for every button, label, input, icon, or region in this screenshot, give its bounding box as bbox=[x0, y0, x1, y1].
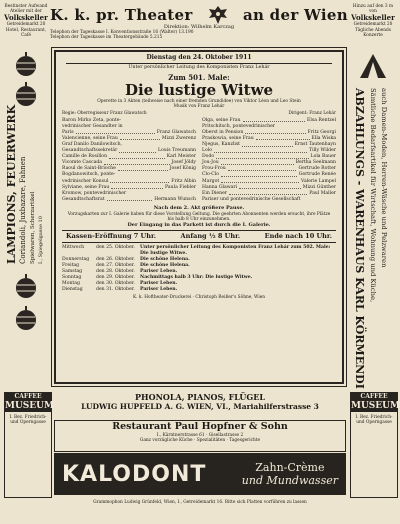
schedule-day: Donnerstag bbox=[62, 257, 90, 263]
schedule-row bbox=[62, 245, 336, 257]
leader-dots bbox=[256, 136, 310, 141]
cast-actor: Fritz Georgi bbox=[307, 129, 336, 135]
right-side-ad bbox=[350, 48, 396, 390]
cast-role: Pariser und pontevedrinische Gesellschaft bbox=[202, 196, 301, 202]
cast-role: Gesandtschaftssekretär bbox=[62, 148, 118, 154]
leader-dots bbox=[111, 185, 163, 190]
date-line: Dienstag den 24. Oktober 1911 bbox=[146, 54, 252, 61]
schedule-date: den 25. Oktober. bbox=[96, 245, 135, 251]
leader-dots bbox=[242, 142, 293, 147]
schedule-day: Samstag bbox=[62, 269, 83, 275]
leader-dots bbox=[216, 154, 308, 159]
cast-role: Jou-Jou bbox=[202, 160, 219, 166]
cast-actor: Mizzi Günther bbox=[302, 184, 336, 190]
leader-dots bbox=[119, 148, 156, 153]
schedule-date: den 31. Oktober. bbox=[96, 287, 135, 293]
schedule-play: Die schöne Helena. bbox=[140, 257, 190, 263]
cast-role: Praskowia, seine Frau bbox=[202, 135, 254, 141]
cast-actor: Gertrude Rotter bbox=[298, 166, 336, 172]
cast-role: Margot bbox=[202, 178, 220, 184]
cast-role: vedrinischer Gesandter in bbox=[62, 123, 123, 129]
cast-role: Baron Mirko Zeta, ponte- bbox=[62, 117, 122, 123]
cast-actor: Bertha Seelmann bbox=[295, 160, 336, 166]
cast-role: Olga, seine Frau bbox=[202, 117, 241, 123]
cast-actor: Mizzi Zwerenz bbox=[161, 135, 196, 141]
schedule-row bbox=[62, 287, 336, 293]
cafe-museum-ad-left bbox=[4, 392, 52, 498]
schedule-play: Pariser Leben. bbox=[140, 269, 178, 275]
cast-actor: Paul Maller bbox=[309, 190, 336, 196]
cast-role: Njegus, Kanzlist bbox=[202, 141, 241, 147]
restaurant-name: Restaurant Paul Hopfner & Sohn bbox=[112, 421, 288, 432]
direction: Direktion: Wilhelm Karczag bbox=[163, 24, 235, 30]
schedule-day: Freitag bbox=[62, 263, 80, 269]
cast-actor: Fritz Albin bbox=[171, 178, 196, 184]
leader-dots bbox=[104, 160, 170, 165]
direction-line: Unter persönlicher Leitung des Komponisten Franz Lehár bbox=[128, 65, 270, 70]
phone-line-1: Telephon der Tageskasse I. Konventionsstraße 16 (Walter) 13.190 bbox=[50, 30, 194, 35]
cast-role: Camille de Rosillon bbox=[62, 154, 108, 160]
cast-actor: Valerie Lampel bbox=[301, 178, 336, 184]
cast-actor: Elsa Rentzel bbox=[307, 117, 336, 123]
printer-line: K. k. Hoftheater-Druckerei · Christoph Reißer's Söhne, Wien bbox=[132, 295, 266, 301]
cast-actor: Hermann Wunsch bbox=[154, 196, 196, 202]
theater-title-right: an der Wien bbox=[242, 6, 348, 24]
schedule-date: den 26. Oktober. bbox=[96, 257, 135, 263]
lantern-icon bbox=[14, 306, 38, 332]
top-left-ad-line1: Bestinster Aufwand bbox=[4, 4, 48, 9]
schedule-date: den 30. Oktober. bbox=[96, 281, 135, 287]
music-line: Musik von Franz Lehár bbox=[173, 104, 225, 110]
play-subtitle: Operette in 3 Akten (teilweise nach einer fremden Grundidee) von Viktor Léon und Leo Stein bbox=[97, 99, 301, 104]
kalodont-ad bbox=[54, 453, 346, 495]
restaurant-note: Ganz vorzügliche Küche · Spezialitäten · Tagesgerichte bbox=[139, 438, 261, 444]
upcoming-schedule bbox=[62, 245, 336, 293]
schedule-play: Die schöne Helena. bbox=[140, 263, 190, 269]
side-right-vertical-sub2: auch Damen-Moden, Herren-Wäsche und Pelzwaren bbox=[380, 88, 388, 268]
cafe-museum-ad-right bbox=[350, 392, 398, 498]
schedule-play: Nachmittags halb 3 Uhr: Die lustige Witwe. bbox=[140, 275, 253, 281]
side-right-vertical-title: ABZAHLUNGS - WARENHAUS KARL KÖRMENDI bbox=[353, 88, 366, 389]
top-left-ad-sub: Getreidemarkt 20 bbox=[6, 22, 46, 28]
restaurant-address: I., Kärntnerstrasse 61 · Gisellastrasse 2 bbox=[156, 433, 244, 438]
cast-actor: Ella Wiska bbox=[311, 135, 336, 141]
leader-dots bbox=[221, 172, 297, 177]
cast-actor: Karl Meister bbox=[166, 154, 196, 160]
leader-dots bbox=[221, 160, 294, 165]
restaurant-ad bbox=[54, 420, 346, 452]
kalodont-sub2: und Mundwasser bbox=[241, 474, 338, 487]
cast-actor: Paula Fiebler bbox=[165, 184, 196, 190]
cast-actor: Josef Jöldy bbox=[171, 160, 196, 166]
leader-dots bbox=[118, 166, 168, 171]
top-left-ad bbox=[4, 4, 48, 44]
top-left-ad-body: Hotel, Restaurant, Café bbox=[5, 27, 47, 38]
top-right-ad-sub: Getreidemarkt 20 bbox=[353, 22, 393, 28]
kalodont-sub1: Zahn-Crème bbox=[255, 461, 325, 474]
schedule-day: Dienstag bbox=[62, 287, 83, 293]
piano-ad-title: PHONOLA, PIANOS, FLÜGEL bbox=[135, 392, 265, 402]
leader-dots bbox=[109, 154, 165, 159]
kasse-opening: Kassen-Eröffnung 7 Uhr. bbox=[66, 232, 157, 241]
theater-title-left: K. k. pr. Theater bbox=[50, 6, 193, 24]
lantern-icon bbox=[14, 52, 38, 78]
schedule-date: den 28. Oktober. bbox=[96, 269, 135, 275]
cast-row bbox=[62, 197, 196, 203]
side-left-vertical-sub: Coriandoli, Juxbazare, Fahnen bbox=[19, 156, 27, 264]
leader-dots bbox=[214, 148, 307, 153]
lantern-icon bbox=[14, 274, 38, 300]
top-left-ad-line2: Atelier mit der bbox=[10, 9, 42, 15]
top-left-ad-title: Volkskeller bbox=[4, 13, 48, 23]
cast-actor: Ernst Tautenhayn bbox=[294, 141, 336, 147]
cast-list-right bbox=[202, 118, 336, 203]
cast-role: Raoul de Saint-Brioche bbox=[62, 166, 116, 172]
cast-role: Hanna Glawari bbox=[202, 184, 238, 190]
kalodont-brand: KALODONT bbox=[62, 461, 207, 487]
leader-dots bbox=[243, 118, 305, 123]
cast-role: Bogdanowitsch, ponte- bbox=[62, 172, 116, 178]
cafe-left-top: CAFFEE bbox=[5, 393, 51, 401]
cast-role: Frou-Frou bbox=[202, 166, 226, 172]
schedule-day: Mittwoch bbox=[62, 245, 85, 251]
dirigent-line: Dirigent: Franz Lehár bbox=[288, 111, 336, 117]
cast-list-left bbox=[62, 118, 196, 203]
cast-role: Graf Danilo Danilowitsch, bbox=[62, 141, 122, 147]
header bbox=[50, 4, 348, 48]
schedule-play: Pariser Leben. bbox=[140, 281, 178, 287]
side-left-vertical-bottom: I., Spiegelgasse 10 bbox=[38, 216, 44, 264]
ende-time: Ende nach 10 Uhr. bbox=[264, 232, 332, 241]
cast-role: Valencienne, seine Frau bbox=[62, 135, 118, 141]
act-note: Nach dem 2. Akt größere Pause. bbox=[153, 204, 245, 211]
leader-dots bbox=[229, 191, 307, 196]
cast-role: Lolo bbox=[202, 148, 213, 154]
schedule-play: Unter persönlicher Leitung des Komponisten Franz Lehár zum 502. Male: Die lustige Witwe. bbox=[140, 245, 331, 257]
cast-role: Kromow, pontevedrinischer bbox=[62, 190, 127, 196]
piano-ad bbox=[54, 392, 346, 418]
piano-ad-maker: LUDWIG HUPFELD A. G. WIEN, VI., Mariahilferstrasse 3 bbox=[81, 402, 319, 411]
cast-actor: Louis Treumann bbox=[157, 148, 196, 154]
cast-role: Gesandtschaftsrat bbox=[62, 196, 105, 202]
cast-actor: Franz Glawatsch bbox=[156, 129, 196, 135]
cast-actor: Tilly Wilder bbox=[309, 148, 336, 154]
schedule-date: den 27. Oktober. bbox=[96, 263, 135, 269]
play-title: Die lustige Witwe bbox=[124, 81, 274, 99]
regie-line: Regie: Oberregisseur Franz Glawatsch bbox=[62, 111, 147, 117]
top-right-ad-body: Tägliche Abends Konzerte bbox=[354, 27, 391, 38]
leader-dots bbox=[110, 179, 169, 184]
leader-dots bbox=[245, 130, 305, 135]
cast-actor: Gertrude Renée bbox=[298, 172, 336, 178]
side-left-vertical-mid: Spielwaren, Scherzartikel bbox=[30, 191, 36, 264]
program-frame bbox=[54, 50, 344, 384]
top-right-ad-title: Volkskeller bbox=[351, 13, 395, 23]
cast-role: Oberst in Pension bbox=[202, 129, 244, 135]
leader-dots bbox=[221, 179, 299, 184]
bottom-footer-line: Grammophon Ludwig Grünfeld, Wien, I., Getreidemarkt 16. Bitte sich Platten vorführen zu lassen bbox=[93, 500, 307, 505]
leader-dots bbox=[76, 130, 155, 135]
cast-role: Vicomte Cascada bbox=[62, 160, 103, 166]
phone-line-2: Telephon der Tageskasse im Theatergebäude 5.215 bbox=[50, 35, 163, 41]
cast-role: Clo-Clo bbox=[202, 172, 220, 178]
entrance-line: Der Eingang in das Parkett ist durch die I. Galerie. bbox=[127, 222, 271, 229]
eagle-crest-icon bbox=[207, 4, 229, 26]
schedule-play: Pariser Leben. bbox=[140, 287, 178, 293]
left-side-ad bbox=[4, 48, 48, 390]
cast-role: Paris bbox=[62, 129, 74, 135]
fine-print: Vorzugskarten zur I. Galerie haben für diese Vorstellung Geltung. Die geehrten Abonnenten werden ersucht, ihre Plätze bis halb 8 Uhr einzunehmen. bbox=[67, 211, 331, 223]
side-left-vertical-title: LAMPIONS, FEUERWERK bbox=[5, 104, 18, 264]
cast-role: vedrinischer Konsul bbox=[62, 178, 109, 184]
leader-dots bbox=[120, 136, 160, 141]
side-right-vertical-sub1: Sämtliche Bedarfsartikel für Wirtschaft, Wohnung und Küche, bbox=[369, 88, 377, 303]
times-line: Zum 501. Male: bbox=[168, 73, 230, 82]
leader-dots bbox=[239, 185, 301, 190]
cafe-right-top: CAFFEE bbox=[351, 393, 397, 401]
cafe-left-name: MUSEUM bbox=[5, 401, 54, 411]
anfang-time: Anfang ½ 8 Uhr. bbox=[180, 232, 241, 241]
leader-dots bbox=[107, 197, 153, 202]
cast-role: Ein Diener bbox=[202, 190, 227, 196]
cast-role: Dodo bbox=[202, 154, 215, 160]
cast-role: Pritschitsch, pontevedrinischer bbox=[202, 123, 275, 129]
cast-row bbox=[202, 197, 336, 203]
top-right-ad bbox=[350, 4, 396, 44]
cast-actor: Josef König bbox=[169, 166, 196, 172]
cafe-left-body: I. Bez. Friedrich- und Operngasse bbox=[9, 415, 47, 426]
schedule-day: Montag bbox=[62, 281, 80, 287]
cafe-right-body: I. Bez. Friedrich- und Operngasse bbox=[355, 415, 393, 426]
schedule-date: den 29. Oktober. bbox=[96, 275, 135, 281]
top-right-ad-line1: Hinzu auf den 3 m von bbox=[352, 4, 394, 15]
cafe-right-name: MUSEUM bbox=[351, 401, 400, 411]
schedule-day: Sonntag bbox=[62, 275, 82, 281]
cast-actor: Lola Bauer bbox=[310, 154, 336, 160]
tent-icon bbox=[358, 52, 388, 80]
cast-role: Sylviane, seine Frau bbox=[62, 184, 110, 190]
leader-dots bbox=[228, 166, 297, 171]
